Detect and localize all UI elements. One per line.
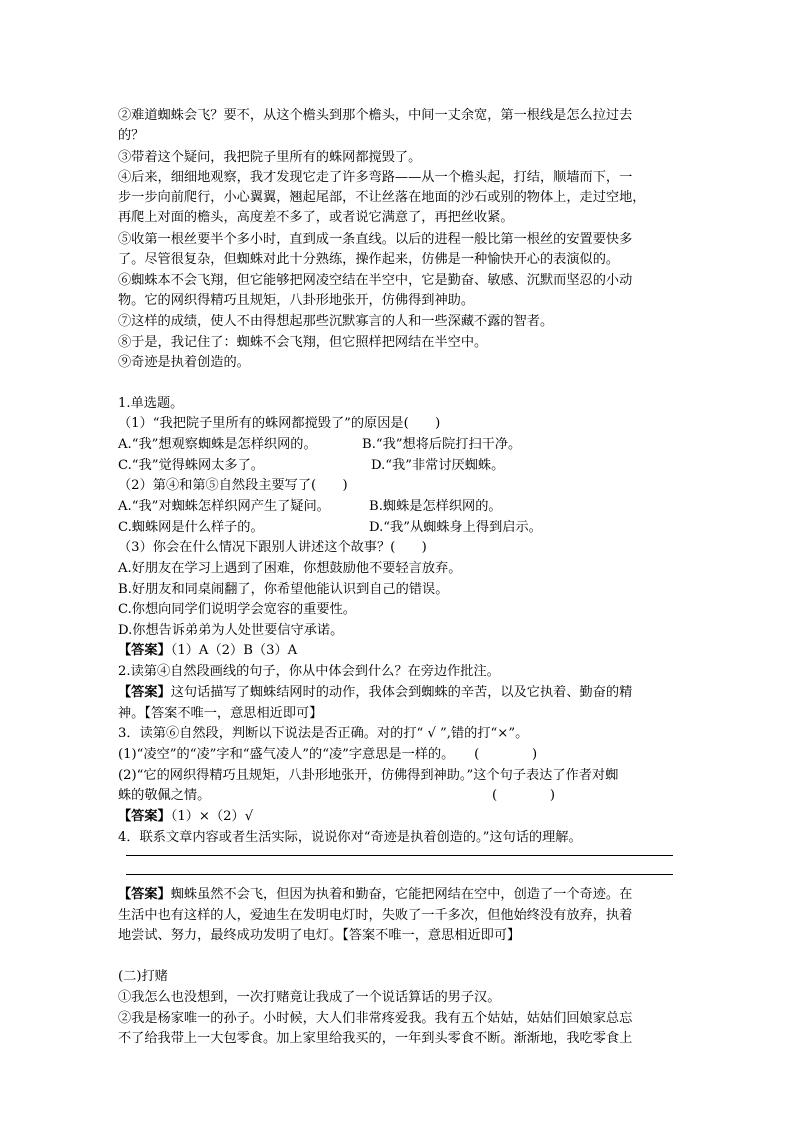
answer-2-line [118,683,632,703]
question-2: 2.读第④自然段画线的句子，你从中体会到什么？在旁边作批注。 [118,664,500,679]
answer-tag: 【答案】 [118,809,171,824]
answer-3 [118,807,253,827]
passage-line: ②难道蜘蛛会飞？要不，从这个檐头到那个檐头，中间一丈余宽，第一根线是怎么拉过去 [118,108,633,123]
question-3: 3．读第⑥自然段，判断以下说法是否正确。对的打“ √ ”,错的打“×”。 [118,726,529,741]
passage-line: 的？ [118,128,145,143]
option-a: A.好朋友在学习上遇到了困难，你想鼓励他不要轻言放弃。 [118,561,462,576]
answer-2-line: 神。【答案不唯一，意思相近即可】 [118,706,323,721]
answer-blank: ( ) [492,788,556,803]
passage-line: ⑨奇迹是执着创造的。 [118,355,250,370]
option-c: C.蜘蛛网是什么样子的。 [118,520,264,535]
answer-line [126,874,673,875]
passage-line: ⑥蜘蛛本不会飞翔，但它能够把网凌空结在半空中，它是勤奋、敏感、沉默而坚忍的小动 [118,273,633,288]
passage-line: ④后来，细细地观察，我才发现它走了许多弯路——从一个檐头起，打结，顺墙而下，一 [118,170,633,185]
question-3-2: 蛛的敬佩之情。 [118,788,211,803]
passage-line: ①我怎么也没想到，一次打赌竟让我成了一个说话算话的男子汉。 [118,990,501,1005]
option-d: D.你想告诉弟弟为人处世要信守承诺。 [118,623,344,638]
answer-tag: 【答案】 [118,685,171,700]
question-1-2: （2）第④和第⑤自然段主要写了( ) [118,478,348,493]
answer-4-line: 地尝试、努力，最终成功发明了电灯。【答案不唯一，意思相近即可】 [118,928,521,943]
section-title: (二)打赌 [118,969,168,984]
question-1-1: （1）“我把院子里所有的蛛网都搅毁了”的原因是( ) [118,416,441,431]
passage-line: 不了给我带上一大包零食。加上家里给我买的，一年到头零食不断。渐渐地，我吃零食上 [118,1031,633,1046]
option-c: C.“我”觉得蛛网太多了。 [118,458,264,473]
question-1-title: 1.单选题。 [118,396,184,411]
passage-line: ②我是杨家唯一的孙子。小时候，大人们非常疼爱我。我有五个姑姑，姑姑们回娘家总忘 [118,1011,633,1026]
passage-line: ③带着这个疑问，我把院子里所有的蛛网都搅毁了。 [118,150,422,165]
answer-4-line [118,885,632,905]
option-a: A.“我”想观察蜘蛛是怎样织网的。 [118,437,317,452]
question-4: 4．联系文章内容或者生活实际，说说你对“奇迹是执着创造的。”这句话的理解。 [118,830,582,845]
passage-line: 再爬上对面的檐头，高度差不多了，或者说它满意了，再把丝收紧。 [118,210,514,225]
option-a: A.“我”对蜘蛛怎样织网产生了疑问。 [118,499,330,514]
passage-line: ⑦这样的成绩，使人不由得想起那些沉默寡言的人和一些深藏不露的智者。 [118,314,554,329]
answer-line [126,855,673,856]
passage-line: 物。它的网织得精巧且规矩，八卦形地张开，仿佛得到神助。 [118,293,475,308]
option-d: D.“我”非常讨厌蜘蛛。 [371,458,505,473]
option-b: B.好朋友和同桌闹翻了，你希望他能认识到自己的错误。 [118,582,449,597]
answer-text: （1）×（2）√ [170,809,254,824]
option-b: B.“我”想将后院打扫干净。 [362,437,522,452]
answer-text: （1）A（2）B（3）A [170,643,298,658]
question-3-1: (1)“凌空”的“凌”字和“盛气凌人”的“凌”字意思是一样的。 ( ) [118,747,538,762]
answer-text: 这句话描写了蜘蛛结网时的动作，我体会到蜘蛛的辛苦，以及它执着、勤奋的精 [170,685,633,700]
answer-tag: 【答案】 [118,643,171,658]
answer-4-line: 生活中也有这样的人，爱迪生在发明电灯时，失败了一千多次，但他始终没有放弃，执着 [118,908,633,923]
passage-line: 了。尽管很复杂，但蜘蛛对此十分熟练，操作起来，仿佛是一种愉快开心的表演似的。 [118,252,620,267]
passage-line: ⑧于是，我记住了：蜘蛛不会飞翔，但它照样把网结在半空中。 [118,335,488,350]
passage-line: 步一步向前爬行，小心翼翼，翘起尾部，不让丝落在地面的沙石或别的物体上，走过空地， [118,190,646,205]
option-c: C.你想向同学们说明学会宽容的重要性。 [118,602,356,617]
passage-line: ⑤收第一根丝要半个多小时，直到成一条直线。以后的进程一般比第一根丝的安置要快多 [118,232,633,247]
option-b: B.蜘蛛是怎样织网的。 [369,499,502,514]
question-1-3: （3）你会在什么情况下跟别人讲述这个故事？( ) [118,540,427,555]
option-d: D.“我”从蜘蛛身上得到启示。 [369,520,542,535]
answer-text: 蜘蛛虽然不会飞，但因为执着和勤奋，它能把网结在空中，创造了一个奇迹。在 [170,887,633,902]
answer-1 [118,641,297,661]
answer-tag: 【答案】 [118,887,171,902]
question-3-2: (2)“它的网织得精巧且规矩，八卦形地张开，仿佛得到神助。”这个句子表达了作者对蜘 [118,768,619,783]
